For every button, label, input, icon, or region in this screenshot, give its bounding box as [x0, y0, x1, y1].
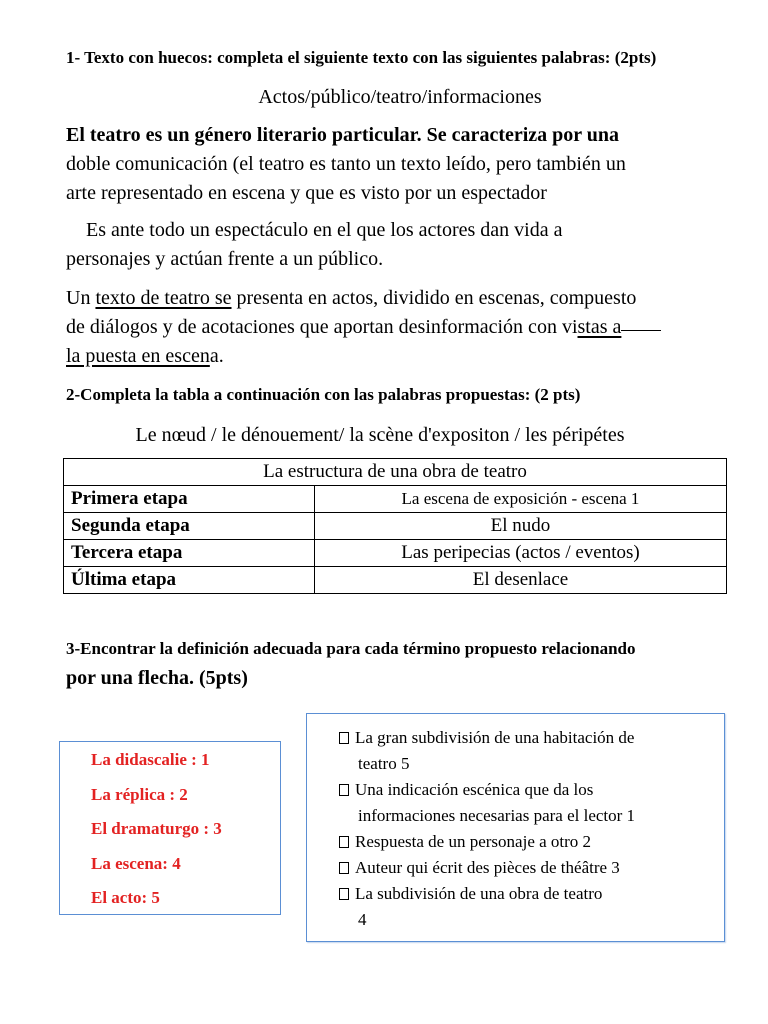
- question-1-title: 1- Texto con huecos: completa el siguiente texto con las siguientes palabras: (2pts): [66, 48, 657, 67]
- stage-value: El nudo: [315, 513, 727, 540]
- paragraph-1-line-3: arte representado en escena y que es visto por un espectador: [66, 182, 547, 204]
- text-segment: de diálogos y de acotaciones que aportan desinformación con vi: [66, 316, 578, 338]
- definition-text: La gran subdivisión de una habitación de: [355, 728, 635, 747]
- term-item: La didascalie : 1: [91, 750, 210, 769]
- definition-text: La subdivisión de una obra de teatro: [355, 884, 603, 903]
- question-3-title-line-2: por una flecha. (5pts): [66, 667, 248, 689]
- table-row: [64, 540, 727, 567]
- paragraph-2-line-1: Es ante todo un espectáculo en el que los actores dan vida a: [86, 219, 563, 241]
- definition-text: Auteur qui écrit des pièces de théâtre 3: [355, 858, 620, 877]
- definition-text: Una indicación escénica que da los: [355, 780, 594, 799]
- table-header-row: [64, 459, 727, 486]
- definition-continuation: informaciones necesarias para el lector 1: [358, 806, 636, 825]
- definition-continuation: teatro 5: [358, 754, 410, 773]
- definition-item: [339, 829, 724, 855]
- underlined-segment: la puesta en escen: [66, 345, 210, 367]
- checkbox-icon: [339, 888, 349, 900]
- table-title: La estructura de una obra de teatro: [64, 459, 727, 486]
- question-1-paragraph-2: [66, 216, 563, 274]
- paragraph-3-line-3: [66, 342, 661, 371]
- paragraph-3-line-2: [66, 313, 661, 342]
- table-row: [64, 513, 727, 540]
- stage-label: Segunda etapa: [64, 513, 315, 540]
- checkbox-icon: [339, 784, 349, 796]
- question-1-paragraph-3: [66, 284, 661, 371]
- definition-item: [339, 777, 724, 803]
- definition-continuation: 4: [358, 910, 367, 929]
- table-row: [64, 567, 727, 594]
- definition-item: [339, 881, 724, 907]
- term-item: La escena: 4: [91, 853, 181, 873]
- checkbox-icon: [339, 836, 349, 848]
- paragraph-1-line-1: El teatro es un género literario particular. Se caracteriza por una: [66, 124, 620, 146]
- blank-line: [621, 330, 661, 331]
- text-segment: Un: [66, 287, 96, 309]
- stage-value: Las peripecias (actos / eventos): [315, 540, 727, 567]
- definition-item: [339, 725, 724, 751]
- checkbox-icon: [339, 862, 349, 874]
- table-row: [64, 486, 727, 513]
- question-2-word-bank: Le nœud / le dénouement/ la scène d'expositon / les péripétes: [135, 424, 625, 446]
- paragraph-3-line-1: [66, 284, 661, 313]
- stage-value: El desenlace: [315, 567, 727, 594]
- underlined-segment: stas a: [577, 316, 622, 338]
- stage-label: Última etapa: [64, 567, 315, 594]
- checkbox-icon: [339, 732, 349, 744]
- question-2-title: 2-Completa la tabla a continuación con las palabras propuestas: (2 pts): [66, 385, 581, 404]
- question-3-title-line-1: 3-Encontrar la definición adecuada para cada término propuesto relacionando: [66, 639, 636, 658]
- paragraph-2-line-2: personajes y actúan frente a un público.: [66, 248, 384, 270]
- term-item: El dramaturgo : 3: [91, 819, 222, 838]
- term-item: El acto: 5: [91, 888, 160, 907]
- question-1-paragraph-1: [66, 121, 626, 208]
- question-1-word-bank: Actos/público/teatro/informaciones: [258, 86, 542, 108]
- structure-table: [63, 458, 727, 594]
- stage-value: La escena de exposición - escena 1: [315, 486, 727, 513]
- text-segment: a.: [209, 345, 224, 367]
- text-segment: presenta en actos, dividido en escenas, compuesto: [231, 287, 637, 309]
- definitions-box: [306, 713, 725, 942]
- terms-box: [59, 741, 281, 915]
- definition-item: [339, 855, 724, 881]
- definition-text: Respuesta de un personaje a otro 2: [355, 832, 592, 851]
- stage-label: Primera etapa: [64, 486, 315, 513]
- paragraph-1-line-2: doble comunicación (el teatro es tanto un texto leído, pero también un: [66, 153, 626, 175]
- underlined-segment: texto de teatro se: [95, 287, 232, 309]
- term-item: La réplica : 2: [91, 784, 188, 804]
- stage-label: Tercera etapa: [64, 540, 315, 567]
